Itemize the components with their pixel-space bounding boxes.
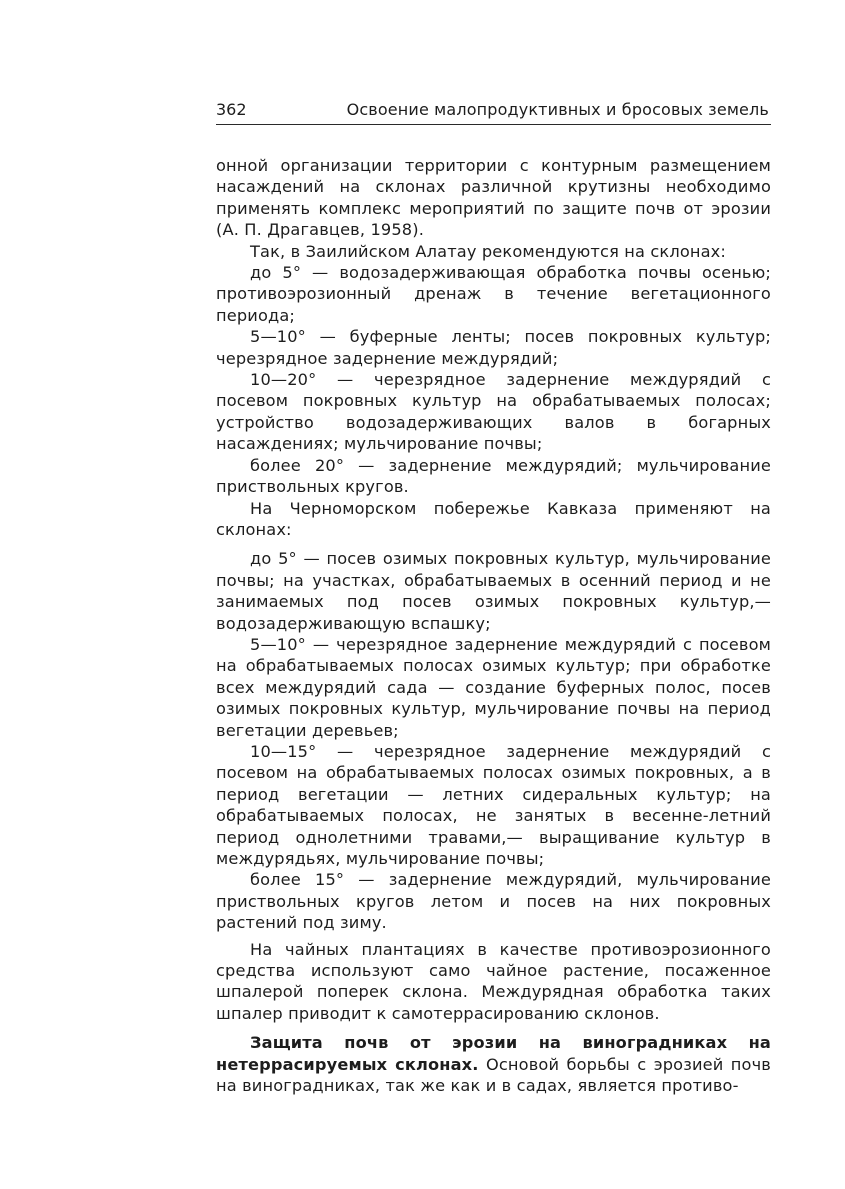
list-item: до 5° — посев озимых покровных культур, мульчирование почвы; на участках, обрабатываемых в осенний период и не занимаемых под посев озимых покровных культур,— водозадерживающую вспашку; — [216, 549, 771, 633]
page-body — [216, 155, 771, 1096]
list-item: более 20° — задернение междурядий; мульчирование приствольных кругов. — [216, 455, 771, 497]
book-page — [216, 94, 771, 1096]
list-item: 10—20° — черезрядное задернение междурядий с посевом покровных культур на обрабатываемых полосах; устройство водозадерживающих валов в богарных насаждениях; мульчирование почвы; — [216, 370, 771, 454]
paragraph: онной организации территории с контурным размещением насаждений на склонах различной крутизны необходимо применять комплекс мероприятий по защите почв от эрозии (А. П. Драгавцев, 1958). — [216, 156, 771, 240]
paragraph — [216, 1032, 771, 1096]
paragraph-text: Основой борьбы с эрозией почв на виноградниках, так же как и в садах, является противо- — [216, 1054, 771, 1096]
page-header — [216, 94, 771, 125]
list-item: 5—10° — черезрядное задернение междурядий с посевом на обрабатываемых полосах озимых культур; при обработке всех междурядий сада — создание буферных полос, посев озимых покровных культур, мульчирование почвы на период вегетации деревьев; — [216, 634, 771, 740]
list-item: более 15° — задернение междурядий, мульчирование приствольных кругов летом и посев на них покровных растений под зиму. — [216, 870, 771, 933]
section-run-in-heading: Защита почв от эрозии на виноградниках на нетеррасируемых склонах. — [216, 1033, 771, 1074]
paragraph: Так, в Заилийском Алатау рекомендуются на склонах: — [250, 241, 727, 261]
paragraph: На чайных плантациях в качестве противоэрозионного средства используют само чайное растение, посаженное шпалерой поперек склона. Междурядная обработка таких шпалер приводит к самотеррасированию склонов. — [216, 939, 771, 1023]
page-number: 362 — [216, 100, 247, 119]
list-item: 10—15° — черезрядное задернение междурядий с посевом на обрабатываемых полосах озимых покровных, а в период вегетации — летних сидеральных культур; на обрабатываемых полосах, не занятых в весенне-летний период однолетними травами,— выращивание культур в междурядьях, мульчирование почвы; — [216, 741, 771, 868]
paragraph: На Черноморском побережье Кавказа применяют на склонах: — [216, 498, 771, 539]
list-item: 5—10° — буферные ленты; посев покровных культур; черезрядное задернение междурядий; — [216, 327, 771, 368]
running-title: Освоение малопродуктивных и бросовых земель — [346, 100, 769, 119]
list-item: до 5° — водозадерживающая обработка почвы осенью; противоэрозионный дренаж в течение вегетационного периода; — [216, 263, 771, 325]
